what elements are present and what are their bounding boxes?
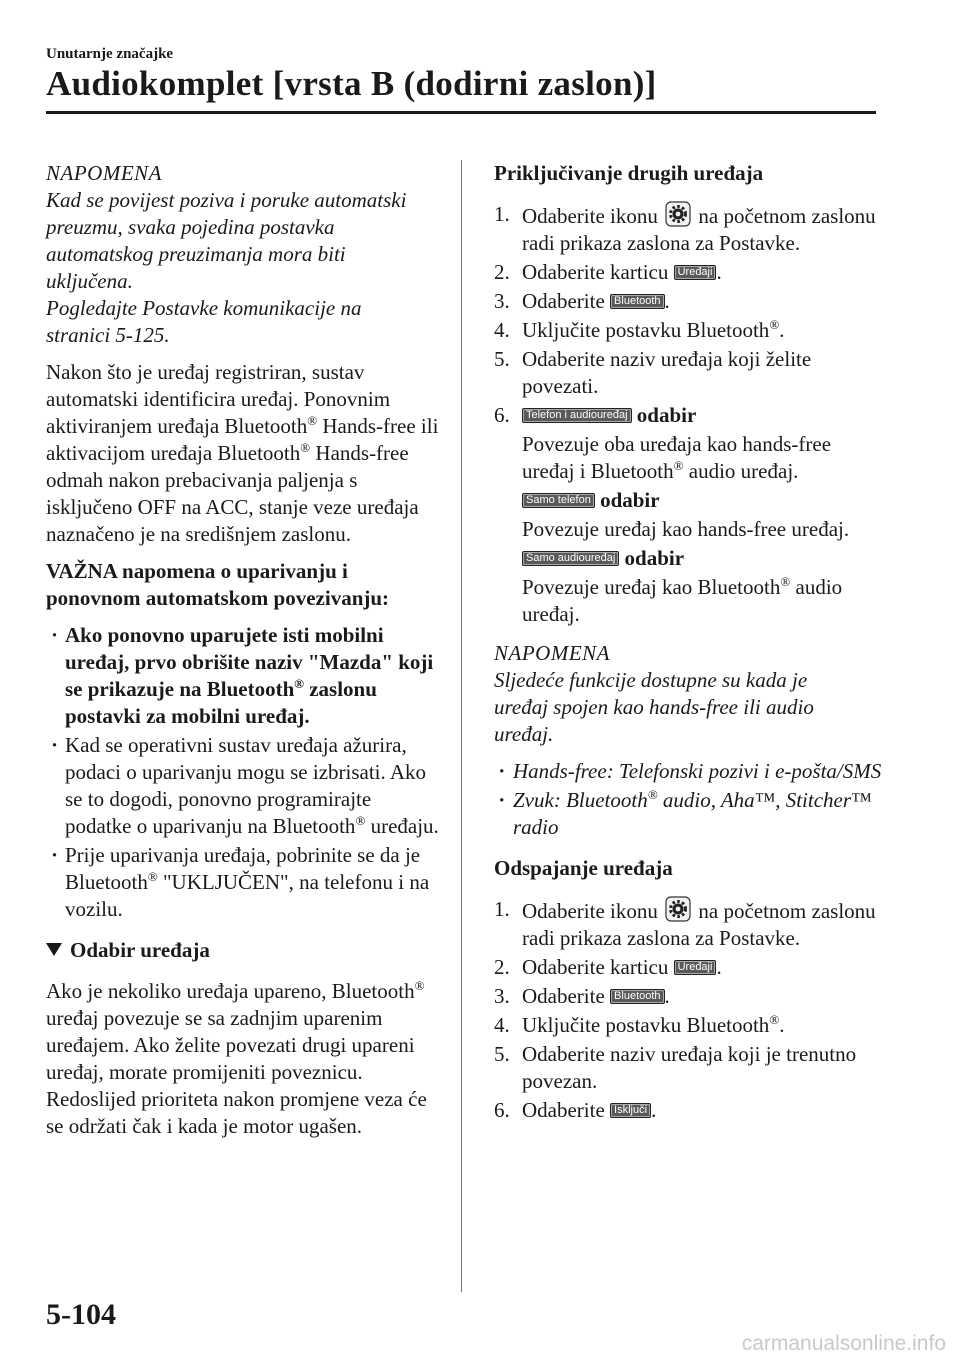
note-line: stranici 5-125. [46, 323, 170, 347]
bullet-item: · Zvuk: Bluetooth® audio, Aha™, Stitcher™ radio [494, 787, 884, 841]
heading-disconnect-device: Odspajanje uređaja [494, 856, 673, 880]
note-line: Kad se povijest poziva i poruke automatski [46, 188, 407, 212]
list-item: 2. Odaberite karticu Uređaji . [494, 955, 722, 979]
phone-and-audio-button[interactable]: Telefon i audiouređaj [522, 408, 632, 423]
devices-tab-button[interactable]: Uređaji [674, 960, 717, 975]
bullet-item: · Hands-free: Telefonski pozivi i e-pošta/SMS [494, 758, 884, 785]
disconnect-steps [494, 896, 884, 1124]
note-heading: NAPOMENA [46, 161, 162, 185]
bullet-item: · Ako ponovno uparujete isti mobilni uređaj, prvo obrišite naziv "Mazda" koji se prikazuje na Bluetooth® zaslonu postavki za mobilni uređaj. [46, 622, 442, 730]
watermark: carmanualsonline.info [741, 1332, 946, 1355]
column-divider [461, 160, 462, 1292]
left-column [46, 160, 442, 1150]
title-rule [46, 111, 876, 114]
list-item: 2. Odaberite karticu Uređaji . [494, 260, 722, 284]
triangle-down-icon [46, 943, 62, 956]
disconnect-button[interactable]: Isključi [610, 1103, 651, 1118]
note-line: preuzmu, svaka pojedina postavka [46, 215, 335, 239]
heading-select-device: Odabir uređaja [46, 937, 442, 964]
section-label: Unutarnje značajke [46, 46, 174, 62]
page-title: Audiokomplet [vrsta B (dodirni zaslon)] [46, 64, 657, 103]
note-line: Sljedeće funkcije dostupne su kada je [494, 668, 808, 692]
option-description: Povezuje oba uređaja kao hands-free uređaj i Bluetooth® audio uređaj. [522, 432, 832, 483]
list-item: 4. Uključite postavku Bluetooth®. [494, 1012, 785, 1037]
devices-tab-button[interactable]: Uređaji [674, 265, 717, 280]
bluetooth-button[interactable]: Bluetooth [610, 294, 664, 309]
phone-only-button[interactable]: Samo telefon [522, 493, 595, 508]
option-row: Samo audiouređaj odabir [494, 545, 884, 572]
list-item: 3. Odaberite Bluetooth . [494, 984, 670, 1008]
list-item: 6. Telefon i audiouređaj odabir [494, 403, 697, 427]
paragraph-select-device: Ako je nekoliko uređaja upareno, Bluetooth® uređaj povezuje se sa zadnjim uparenim uređajem. Ako želite povezati drugi upareni uređaj, morate promijeniti poveznicu. Redoslijed prioriteta nakon promjene veza će se održati čak i kada je motor ugašen. [46, 978, 427, 1138]
list-item: 6. Odaberite Isključi . [494, 1098, 657, 1122]
option-description: Povezuje uređaj kao Bluetooth® audio uređaj. [522, 574, 843, 626]
list-item: 1. Odaberite ikonu na početnom zaslonu radi prikaza zaslona za Postavke. [494, 897, 876, 950]
note-line: Pogledajte Postavke komunikacije na [46, 296, 362, 320]
list-item: 4. Uključite postavku Bluetooth®. [494, 317, 785, 342]
note-heading: NAPOMENA [494, 641, 610, 665]
bullet-item: · Kad se operativni sustav uređaja ažurira, podaci o uparivanju mogu se izbrisati. Ako se to dogodi, ponovno programirajte podatke o uparivanju na Bluetooth® uređaju. [46, 732, 442, 840]
settings-gear-icon [665, 896, 691, 922]
note-line: automatskog preuzimanja mora biti [46, 242, 346, 266]
connect-steps [494, 201, 884, 628]
bullet-item: · Prije uparivanja uređaja, pobrinite se da je Bluetooth® "UKLJUČEN", na telefonu i na vozilu. [46, 842, 442, 923]
note-line: uređaj spojen kao hands-free ili audio [494, 695, 814, 719]
option-description: Povezuje uređaj kao hands-free uređaj. [522, 517, 850, 541]
list-item: 5. Odaberite naziv uređaja koji je trenutno povezan. [494, 1042, 857, 1093]
heading-connect-devices: Priključivanje drugih uređaja [494, 161, 764, 185]
right-column [494, 160, 884, 1130]
settings-gear-icon [665, 201, 691, 227]
note-block [46, 160, 442, 349]
page-number: 5-104 [46, 1298, 116, 1331]
note-line: uređaj. [494, 722, 554, 746]
important-heading: VAŽNA napomena o uparivanju i ponovnom automatskom povezivanju: [46, 559, 390, 610]
list-item: 1. Odaberite ikonu na početnom zaslonu radi prikaza zaslona za Postavke. [494, 202, 876, 255]
note-line: uključena. [46, 269, 133, 293]
paragraph-registration: Nakon što je uređaj registriran, sustav automatski identificira uređaj. Ponovnim aktiviranjem uređaja Bluetooth® Hands-free ili aktivacijom uređaja Bluetooth® Hands-free odmah nakon prebacivanja paljenja s isključeno OFF na ACC, stanje veze uređaja naznačeno je na središnjem zaslonu. [46, 360, 439, 546]
list-item: 5. Odaberite naziv uređaja koji želite povezati. [494, 347, 812, 398]
bluetooth-button[interactable]: Bluetooth [610, 989, 664, 1004]
list-item: 3. Odaberite Bluetooth . [494, 289, 670, 313]
option-row: Samo telefon odabir [494, 487, 884, 514]
note-block [494, 640, 884, 748]
audio-only-button[interactable]: Samo audiouređaj [522, 551, 619, 566]
